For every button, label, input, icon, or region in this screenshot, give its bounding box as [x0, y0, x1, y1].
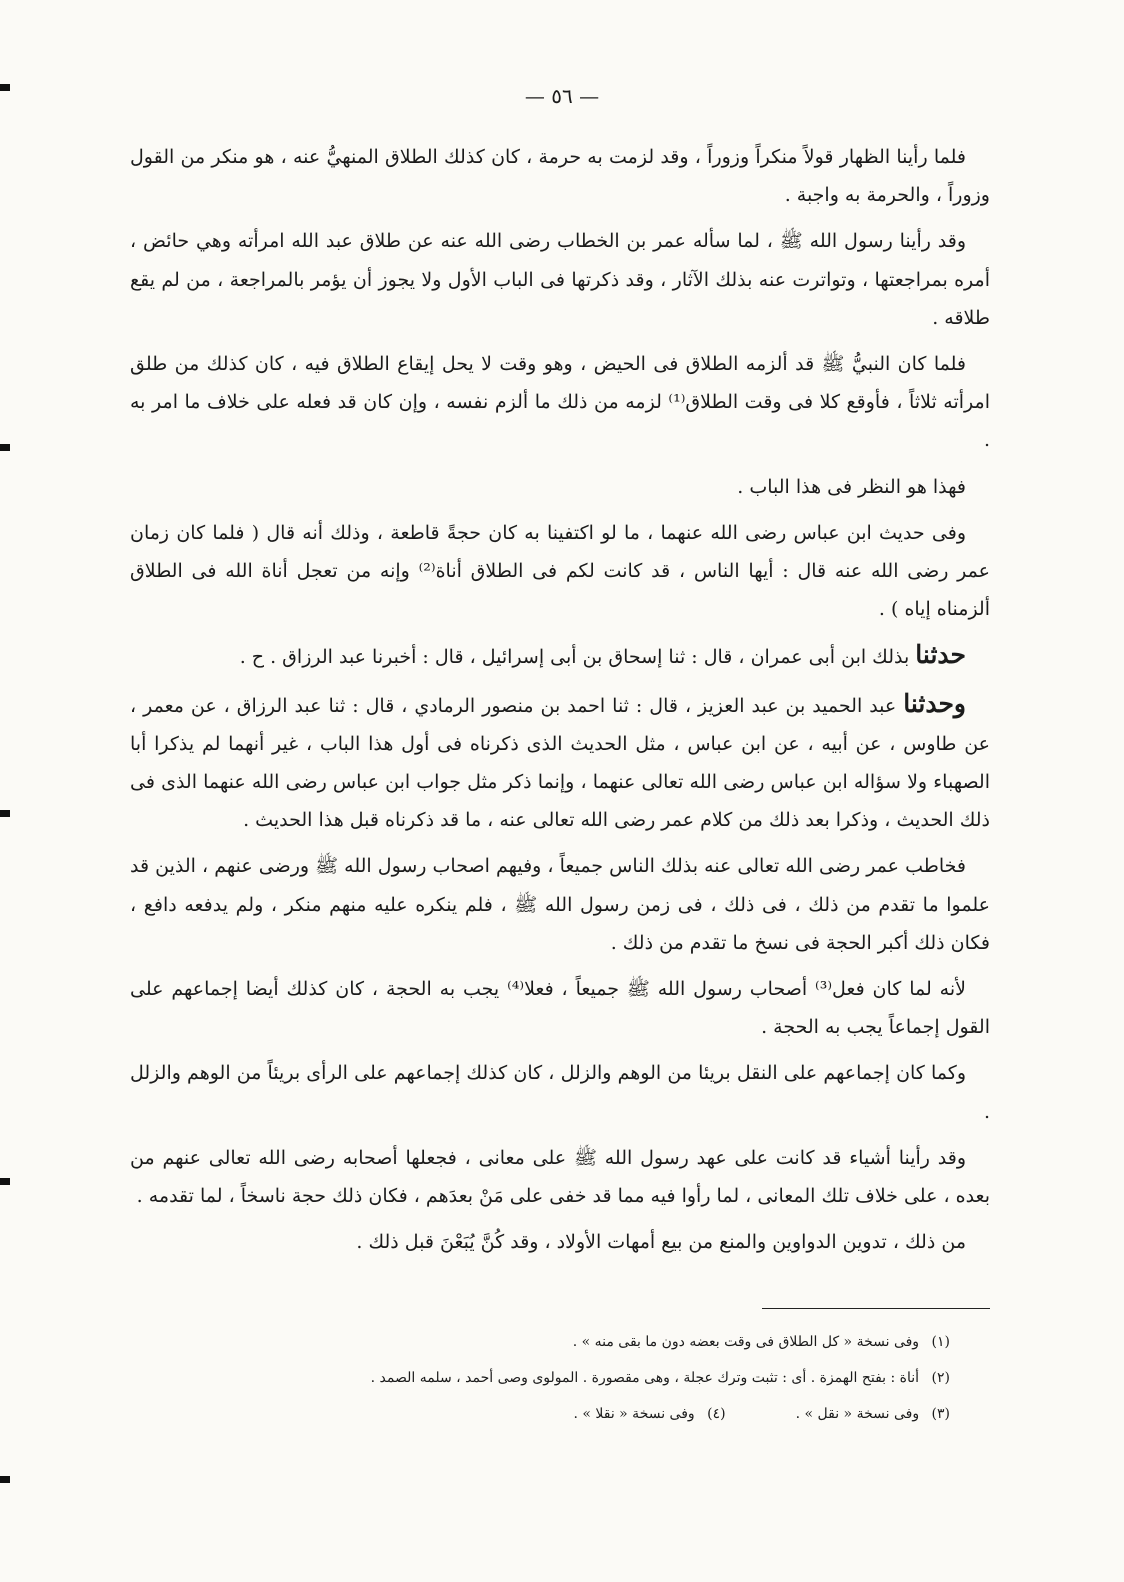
paragraph-5: وفى حديث ابن عباس رضى الله عنهما ، ما لو اكتفينا به كان حجةً قاطعة ، وذلك أنه قال ( فلما كان زمان عمر رضى الله عنه قال : أيها الناس ، قد كانت لكم فى الطلاق أناة⁽²⁾ وإنه من تعجل أناة الله فى الطلاق ألزمناه إياه ) .: [130, 521, 990, 621]
footnote-number: (٣): [931, 1406, 950, 1422]
hadith-chain-2: [130, 685, 990, 840]
main-text: [130, 138, 990, 1269]
margin-scan-mark: [0, 1476, 10, 1483]
hadith-keyword: حدثنا: [915, 640, 966, 670]
hadith-chain-1: [130, 636, 990, 676]
paragraph-3: فلما كان النبيُّ ﷺ قد ألزمه الطلاق فى الحيض ، وهو وقت لا يحل إيقاع الطلاق فيه ، كان كذلك من طلق امرأته ثلاثاً ، فأوقع كلا فى وقت الطلاق⁽¹⁾ لزمه من ذلك ما ألزم نفسه ، وإن كان قد فعله على خلاف ما امر به .: [130, 353, 990, 452]
hadith-chain-text: بذلك ابن أبى عمران ، قال : ثنا إسحاق بن أبى إسرائيل ، قال : أخبرنا عبد الرزاق . ح .: [239, 646, 910, 669]
paragraph-4: فهذا هو النظر فى هذا الباب .: [737, 475, 966, 498]
footnote-1: [150, 1324, 950, 1360]
footnote-number: (١): [931, 1334, 950, 1350]
footnote-row-3-4: [150, 1396, 950, 1432]
paragraph-6: فخاطب عمر رضى الله تعالى عنه بذلك الناس جميعاً ، وفيهم اصحاب رسول الله ﷺ ورضى عنهم ، الذين قد علموا ما تقدم من ذلك ، فى ذلك ، فى زمن رسول الله ﷺ ، فلم ينكره عليه منهم منكر ، ولم يدفعه دافع ، فكان ذلك أكبر الحجة فى نسخ ما تقدم من ذلك .: [130, 855, 990, 954]
footnote-text: وفى نسخة « نقل » .: [795, 1406, 920, 1422]
hadith-chain-text: عبد الحميد بن عبد العزيز ، قال : ثنا احمد بن منصور الرمادي ، قال : ثنا عبد الرزاق ، عن معمر ، عن طاوس ، عن أبيه ، عن ابن عباس ، مثل الحديث الذى ذكرناه فى أول هذا الباب ، غير أنهما لم يذكرا أبا الصهباء ولا سؤاله ابن عباس رضى الله تعالى عنهما ، وإنما ذكر مثل جواب ابن عباس رضى الله عنهما الذى فى ذلك الحديث ، وذكرا بعد ذلك من كلام عمر رضى الله تعالى عنه ، ما قد ذكرناه قبل هذا الحديث .: [130, 694, 990, 832]
margin-scan-mark: [0, 444, 10, 451]
footnote-number: (٤): [707, 1406, 726, 1422]
footnote-divider: [762, 1308, 990, 1309]
footnotes: [150, 1324, 950, 1432]
footnote-4: [573, 1396, 725, 1432]
footnote-3: [796, 1396, 950, 1432]
paragraph-9: وقد رأينا أشياء قد كانت على عهد رسول الله ﷺ على معانى ، فجعلها أصحابه رضى الله تعالى عنهم من بعده ، على خلاف تلك المعانى ، لما رأوا فيه مما قد خفى على مَنْ بعدَهم ، فكان ذلك حجة ناسخاً ، لما تقدمه .: [130, 1146, 990, 1208]
paragraph-2: وقد رأينا رسول الله ﷺ ، لما سأله عمر بن الخطاب رضى الله عنه عن طلاق عبد الله امرأته وهي حائض ، أمره بمراجعتها ، وتواترت عنه بذلك الآثار ، وقد ذكرتها فى الباب الأول ولا يجوز أن يؤمر بالمراجعة ، من لم يقع طلاقه .: [130, 230, 990, 329]
page-number: — ٥٦ —: [524, 84, 600, 108]
footnote-text: أناة : بفتح الهمزة . أى : تثبت وترك عجلة ، وهى مقصورة . المولوى وصى أحمد ، سلمه الصمد .: [370, 1370, 920, 1386]
margin-scan-mark: [0, 1178, 10, 1185]
paragraph-7: لأنه لما كان فعل⁽³⁾ أصحاب رسول الله ﷺ جميعاً ، فعلا⁽⁴⁾ يجب به الحجة ، كان كذلك أيضا إجماعهم على القول إجماعاً يجب به الحجة .: [130, 978, 990, 1039]
hadith-keyword: وحدثنا: [903, 688, 966, 718]
margin-scan-mark: [0, 84, 10, 91]
footnote-text: وفى نسخة « كل الطلاق فى وقت بعضه دون ما بقى منه » .: [572, 1334, 920, 1350]
paragraph-10: من ذلك ، تدوين الدواوين والمنع من بيع أمهات الأولاد ، وقد كُنَّ يُبَعْنَ قبل ذلك .: [356, 1231, 966, 1254]
footnote-number: (٢): [931, 1370, 950, 1386]
footnote-text: وفى نسخة « نقلا » .: [573, 1406, 695, 1422]
footnote-2: [150, 1360, 950, 1396]
paragraph-1: فلما رأينا الظهار قولاً منكراً وزوراً ، وقد لزمت به حرمة ، كان كذلك الطلاق المنهيُّ عنه ، هو منكر من القول وزوراً ، والحرمة به واجبة .: [130, 146, 990, 207]
margin-scan-mark: [0, 810, 10, 817]
paragraph-8: وكما كان إجماعهم على النقل بريئا من الوهم والزلل ، كان كذلك إجماعهم على الرأى بريئاً من الوهم والزلل .: [130, 1062, 990, 1123]
